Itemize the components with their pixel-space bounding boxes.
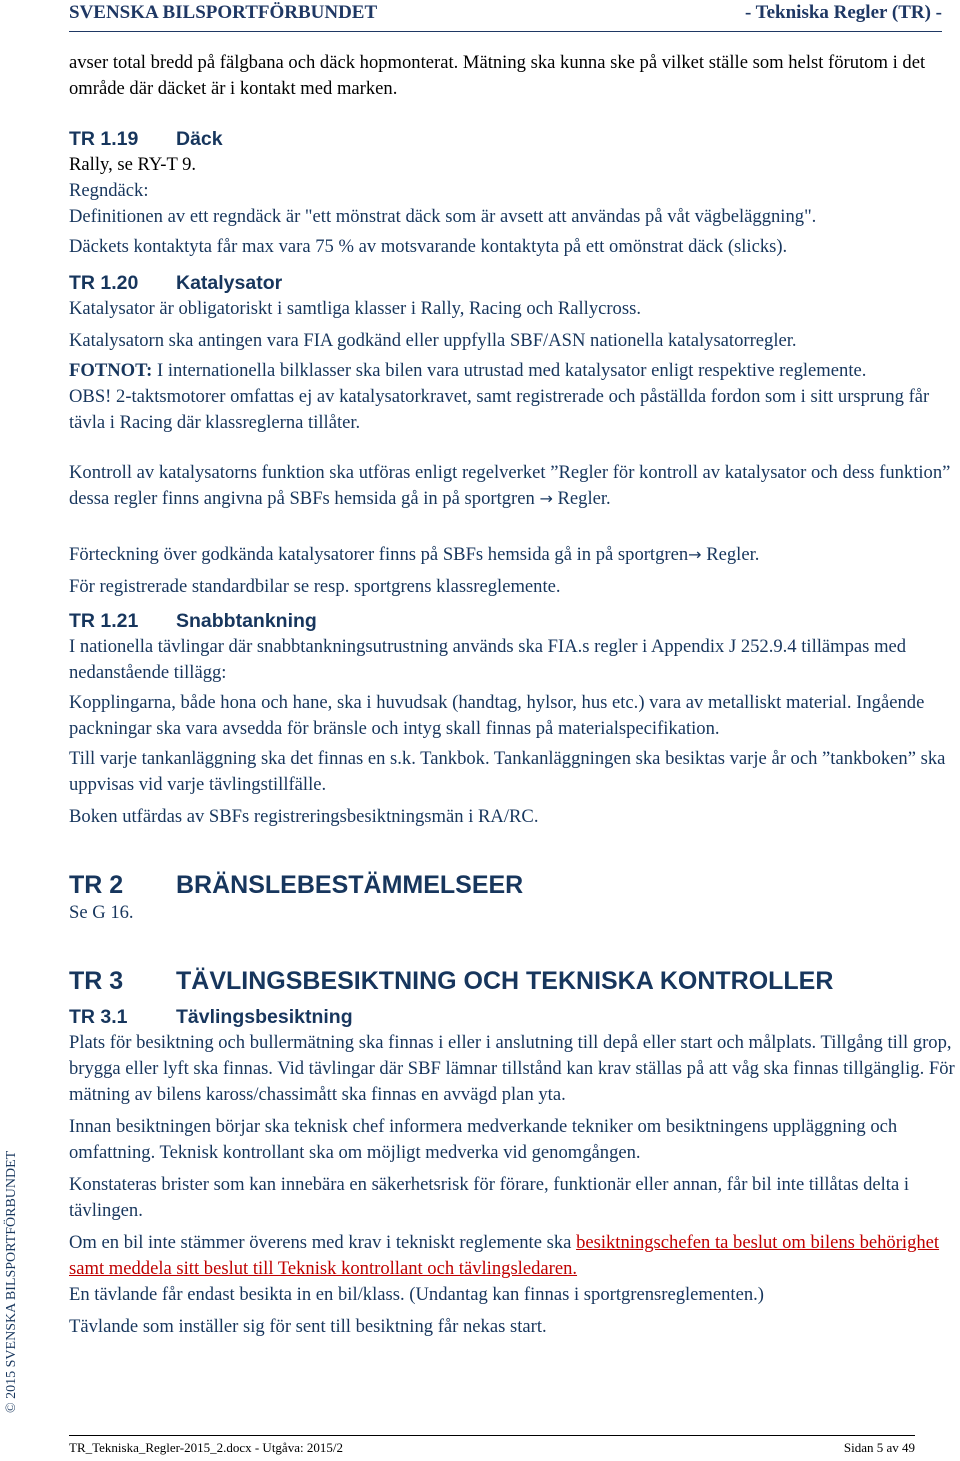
section-heading-tr119: TR 1.19 Däck — [69, 128, 223, 150]
tr120-forteckning: Förteckning över godkända katalysatorer finns på SBFs hemsida gå in på sportgren→ Regler. — [69, 544, 760, 565]
sidebar-copyright: © 2015 SVENSKA BILSPORTFÖRBUNDET — [4, 1150, 19, 1413]
tr120-standardbilar: För registrerade standardbilar se resp. sportgrens klassreglemente. — [69, 576, 561, 597]
tr121-tankbok: Till varje tankanläggning ska det finnas en s.k. Tankbok. Tankanläggningen ska besiktas varje år och ”tankboken” ska uppvisas vid varje tävlingstillfälle. — [69, 748, 946, 795]
tr31-brister: Konstateras brister som kan innebära en säkerhetsrisk för förare, funktionär eller annan, får bil inte tillåtas delta i tävlingen. — [69, 1174, 910, 1221]
tr120-fotnot: FOTNOT: I internationella bilklasser ska bilen vara utrustad med katalysator enligt respektive reglemente. — [69, 360, 867, 381]
arrow-right-icon: → — [688, 545, 702, 564]
footer-filename: TR_Tekniska_Regler-2015_2.docx - Utgåva: 2015/2 — [69, 1440, 343, 1455]
page-footer — [69, 1440, 915, 1456]
tr119-regndack-label: Regndäck: — [69, 180, 149, 201]
chapter-heading-tr3: TR 3 TÄVLINGSBESIKTNING OCH TEKNISKA KONTROLLER — [69, 967, 834, 995]
footer-divider — [69, 1435, 915, 1436]
tr119-kontaktyta: Däckets kontaktyta får max vara 75 % av motsvarande kontaktyta på ett omönstrat däck (slicks). — [69, 236, 788, 257]
tr2-reference: Se G 16. — [69, 902, 134, 923]
tr31-beslut: Om en bil inte stämmer överens med krav i tekniskt reglemente ska besiktningschefen ta beslut om bilens behörighet samt meddela sitt beslut till Teknisk kontrollant och tävlingsledaren. — [69, 1232, 940, 1279]
tr121-boken: Boken utfärdas av SBFs registreringsbesiktningsmän i RA/RC. — [69, 806, 539, 827]
tr31-plats: Plats för besiktning och bullermätning ska finnas i eller i anslutning till depå eller start och målplats. Tillgång till grop, brygga eller lyft ska finnas. Vid tävlingar där SBF lämnar tillstånd kan krav ställas på att våg ska finnas tillgänglig. För mätning av bilens kaross/chassimått ska finnas en avvägd plan yta. — [69, 1032, 955, 1105]
intro-paragraph: avser total bredd på fälgbana och däck hopmonterat. Mätning ska kunna ske på vilket ställe som helst förutom i det område där däcket är i kontakt med marken. — [69, 52, 926, 99]
footer-page-number: Sidan 5 av 49 — [843, 1440, 915, 1455]
section-heading-tr31: TR 3.1 Tävlingsbesiktning — [69, 1006, 353, 1028]
tr120-kontroll: Kontroll av katalysatorns funktion ska utföras enligt regelverket ”Regler för kontroll av katalysator och dess funktion” dessa regler finns angivna på SBFs hemsida gå in på sportgren → Regler. — [69, 462, 951, 509]
tr120-obs: OBS! 2-taktsmotorer omfattas ej av katalysatorkravet, samt registrerade och påställda fordon som i sitt ursprung får tävla i Racing där klassreglerna tillåter. — [69, 386, 930, 433]
header-org: SVENSKA BILSPORTFÖRBUNDET — [69, 2, 378, 23]
tr119-definition: Definitionen av ett regndäck är "ett mönstrat däck som är avsett att användas på våt vägbeläggning". — [69, 206, 817, 227]
tr31-innan: Innan besiktningen börjar ska teknisk chef informera medverkande tekniker om besiktningens uppläggning och omfattning. Teknisk kontrollant ska om möjligt medverka vid genomgången. — [69, 1116, 898, 1163]
header-doc-title: - Tekniska Regler (TR) - — [744, 2, 942, 23]
section-heading-tr121: TR 1.21 Snabbtankning — [69, 610, 317, 632]
tr121-appendix: I nationella tävlingar där snabbtankningsutrustning används ska FIA.s regler i Appendix J 252.9.4 tillämpas med nedanstående tillägg: — [69, 636, 907, 683]
highlighted-requirement: besiktningschefen ta beslut om bilens behörighet samt meddela sitt beslut till Teknisk kontrollant och tävlingsledaren. — [69, 1232, 940, 1279]
chapter-heading-tr2: TR 2 BRÄNSLEBESTÄMMELSEER — [69, 871, 524, 899]
tr120-fia: Katalysatorn ska antingen vara FIA godkänd eller uppfylla SBF/ASN nationella katalysatorregler. — [69, 330, 797, 351]
page-header — [69, 0, 942, 32]
tr119-rally: Rally, se RY-T 9. — [69, 154, 197, 175]
arrow-right-icon: → — [539, 489, 553, 508]
tr121-kopplingar: Kopplingarna, både hona och hane, ska i huvudsak (handtag, hylsor, hus etc.) vara av metalliskt material. Ingående packningar ska vara avsedda för bränsle och intyg skall finnas på materialspecifikation. — [69, 692, 925, 739]
tr120-obligatory: Katalysator är obligatoriskt i samtliga klasser i Rally, Racing och Rallycross. — [69, 298, 641, 319]
section-heading-tr120: TR 1.20 Katalysator — [69, 272, 283, 294]
tr31-sent: Tävlande som inställer sig för sent till besiktning får nekas start. — [69, 1316, 547, 1337]
document-body — [69, 50, 959, 1340]
header-divider — [69, 31, 942, 32]
tr31-en-bil: En tävlande får endast besikta in en bil/klass. (Undantag kan finnas i sportgrensreglementen.) — [69, 1284, 764, 1305]
